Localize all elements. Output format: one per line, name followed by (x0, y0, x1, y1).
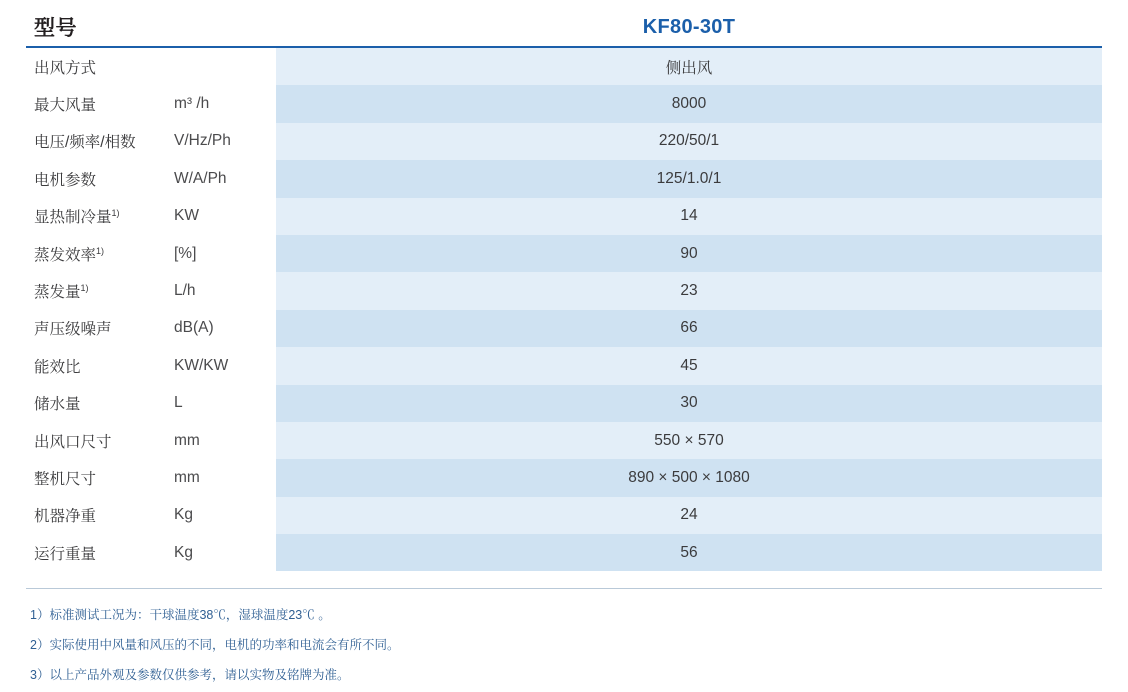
row-value: 23 (276, 272, 1102, 309)
table-row (26, 235, 1102, 272)
table-row (26, 272, 1102, 309)
table-row (26, 123, 1102, 160)
footnote-line: 3）以上产品外观及参数仅供参考，请以实物及铭牌为准。 (30, 668, 350, 682)
row-value: 8000 (276, 85, 1102, 122)
table-row (26, 422, 1102, 459)
row-label: 出风方式 (26, 47, 168, 85)
row-value: 56 (276, 534, 1102, 571)
footnotes (30, 600, 1090, 690)
table-row (26, 459, 1102, 496)
footnote-marker: 1) (80, 282, 89, 293)
row-value: 890 × 500 × 1080 (276, 459, 1102, 496)
row-unit: L/h (168, 272, 276, 309)
row-value: 66 (276, 310, 1102, 347)
footnote-marker: 1) (96, 245, 105, 256)
row-value: 24 (276, 497, 1102, 534)
row-label: 蒸发效率$^{1)}$ (26, 235, 168, 272)
row-value: 550 × 570 (276, 422, 1102, 459)
row-label: 显热制冷量$^{1)}$ (26, 198, 168, 235)
header-model-value: KF80-30T (276, 8, 1102, 47)
specification-table (26, 8, 1102, 571)
row-label: 声压级噪声 (26, 310, 168, 347)
row-value: 220/50/1 (276, 123, 1102, 160)
table-row (26, 198, 1102, 235)
row-unit: mm (168, 422, 276, 459)
table-row (26, 385, 1102, 422)
row-unit: L (168, 385, 276, 422)
row-label: 整机尺寸 (26, 459, 168, 496)
table-header-row (26, 8, 1102, 47)
row-unit: V/Hz/Ph (168, 123, 276, 160)
table-body (26, 47, 1102, 571)
footnote-divider (26, 588, 1102, 589)
row-unit (168, 47, 276, 85)
table-header (26, 8, 1102, 47)
table-row (26, 347, 1102, 384)
row-unit: [%] (168, 235, 276, 272)
table-row (26, 160, 1102, 197)
row-label: 蒸发量$^{1)}$ (26, 272, 168, 309)
row-label: 运行重量 (26, 534, 168, 571)
row-value: 侧出风 (276, 47, 1102, 85)
row-unit: dB(A) (168, 310, 276, 347)
row-value: 45 (276, 347, 1102, 384)
row-label: 电压/频率/相数 (26, 123, 168, 160)
row-unit: KW (168, 198, 276, 235)
row-value: 125/1.0/1 (276, 160, 1102, 197)
row-unit: KW/KW (168, 347, 276, 384)
row-label: 能效比 (26, 347, 168, 384)
row-value: 30 (276, 385, 1102, 422)
row-unit: mm (168, 459, 276, 496)
footnote-marker: 1) (111, 208, 120, 219)
header-label: 型号 (26, 8, 168, 47)
table-row (26, 534, 1102, 571)
row-unit: W/A/Ph (168, 160, 276, 197)
table-row (26, 310, 1102, 347)
row-value: 14 (276, 198, 1102, 235)
footnote-line: 1）标准测试工况为：干球温度38℃，湿球温度23℃ 。 (30, 608, 331, 622)
footnote-line: 2）实际使用中风量和风压的不同，电机的功率和电流会有所不同。 (30, 638, 400, 652)
row-label: 电机参数 (26, 160, 168, 197)
row-unit: m³ /h (168, 85, 276, 122)
row-label: 储水量 (26, 385, 168, 422)
table-row (26, 497, 1102, 534)
row-unit: Kg (168, 497, 276, 534)
header-unit (168, 8, 276, 47)
row-value: 90 (276, 235, 1102, 272)
row-label: 机器净重 (26, 497, 168, 534)
table-row (26, 47, 1102, 85)
row-unit: Kg (168, 534, 276, 571)
table-row (26, 85, 1102, 122)
row-label: 出风口尺寸 (26, 422, 168, 459)
row-label: 最大风量 (26, 85, 168, 122)
